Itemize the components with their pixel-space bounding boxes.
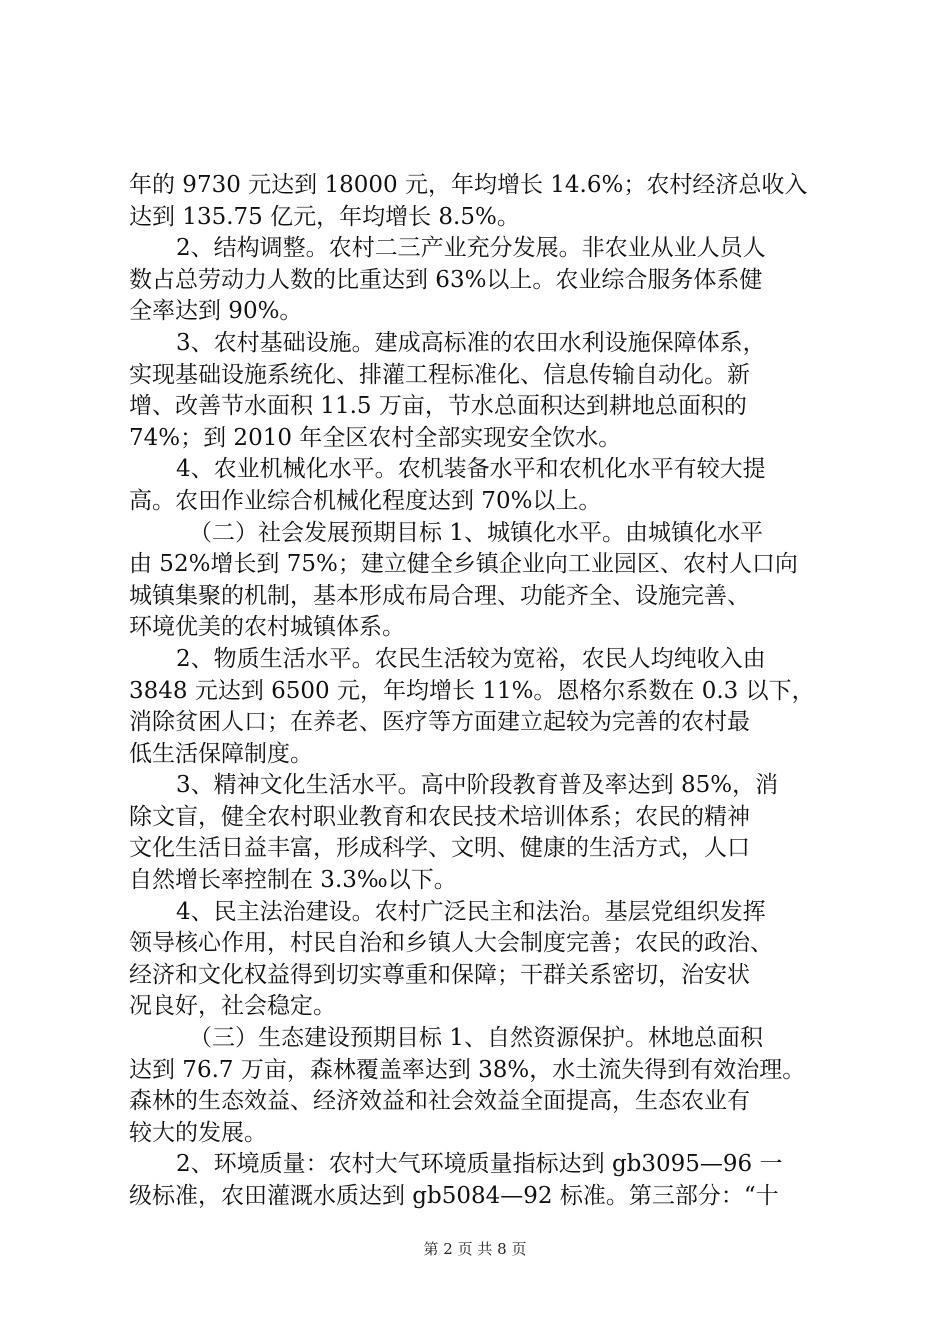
text-line: 3848 元达到 6500 元，年均增长 11%。恩格尔系数在 0.3 以下， (129, 677, 815, 704)
text-line: 4、民主法治建设。农村广泛民主和法治。基层党组织发挥 (176, 898, 766, 925)
text-line: 2、物质生活水平。农民生活较为宽裕，农民人均纯收入由 (176, 645, 766, 672)
page-footer: 第 2 页 共 8 页 (423, 1240, 527, 1258)
text-line: 2、环境质量：农村大气环境质量指标达到 gb3095—96 一 (176, 1151, 783, 1178)
text-line: 4、农业机械化水平。农机装备水平和农机化水平有较大提 (176, 456, 766, 483)
text-line: 文化生活日益丰富，形成科学、文明、健康的生活方式，人口 (129, 835, 750, 862)
text-line: 74%；到 2010 年全区农村全部实现安全饮水。 (129, 424, 622, 451)
text-line: （二）社会发展预期目标 1、城镇化水平。由城镇化水平 (189, 519, 763, 546)
text-line: 由 52%增长到 75%；建立健全乡镇企业向工业园区、农村人口向 (129, 551, 798, 578)
text-line: 城镇集聚的机制，基本形成布局合理、功能齐全、设施完善、 (129, 582, 750, 609)
text-line: 森林的生态效益、经济效益和社会效益全面提高，生态农业有 (129, 1088, 750, 1115)
text-line: 高。农田作业综合机械化程度达到 70%以上。 (129, 487, 602, 514)
text-line: 除文盲，健全农村职业教育和农民技术培训体系；农民的精神 (129, 803, 750, 830)
text-line: （三）生态建设预期目标 1、自然资源保护。林地总面积 (189, 1025, 763, 1052)
text-line: 3、精神文化生活水平。高中阶段教育普及率达到 85%，消 (176, 772, 779, 799)
text-line: 实现基础设施系统化、排灌工程标准化、信息传输自动化。新 (129, 361, 750, 388)
text-line: 增、改善节水面积 11.5 万亩，节水总面积达到耕地总面积的 (129, 393, 747, 420)
text-line: 级标准，农田灌溉水质达到 gb5084—92 标准。第三部分：“十 (129, 1183, 779, 1209)
text-line: 达到 76.7 万亩，森林覆盖率达到 38%，水土流失得到有效治理。 (129, 1056, 806, 1083)
text-line: 低生活保障制度。 (129, 740, 313, 767)
text-line: 3、农村基础设施。建成高标准的农田水利设施保障体系， (176, 329, 766, 356)
text-line: 经济和文化权益得到切实尊重和保障；干群关系密切，治安状 (129, 961, 750, 988)
text-line: 年的 9730 元达到 18000 元，年均增长 14.6%；农村经济总收入 (129, 172, 808, 198)
text-line: 2、结构调整。农村二三产业充分发展。非农业从业人员人 (176, 235, 766, 262)
text-line: 数占总劳动力人数的比重达到 63%以上。农业综合服务体系健 (129, 266, 763, 293)
text-line: 况良好，社会稳定。 (129, 993, 336, 1020)
text-line: 自然增长率控制在 3.3‰以下。 (129, 867, 457, 894)
text-line: 环境优美的农村城镇体系。 (129, 614, 405, 641)
text-line: 全率达到 90%。 (129, 298, 303, 325)
text-line: 领导核心作用，村民自治和乡镇人大会制度完善；农民的政治、 (129, 930, 773, 957)
text-line: 消除贫困人口；在养老、医疗等方面建立起较为完善的农村最 (129, 709, 750, 736)
text-line: 达到 135.75 亿元，年均增长 8.5%。 (129, 203, 520, 230)
text-line: 较大的发展。 (129, 1119, 267, 1146)
document-body (129, 170, 839, 1213)
